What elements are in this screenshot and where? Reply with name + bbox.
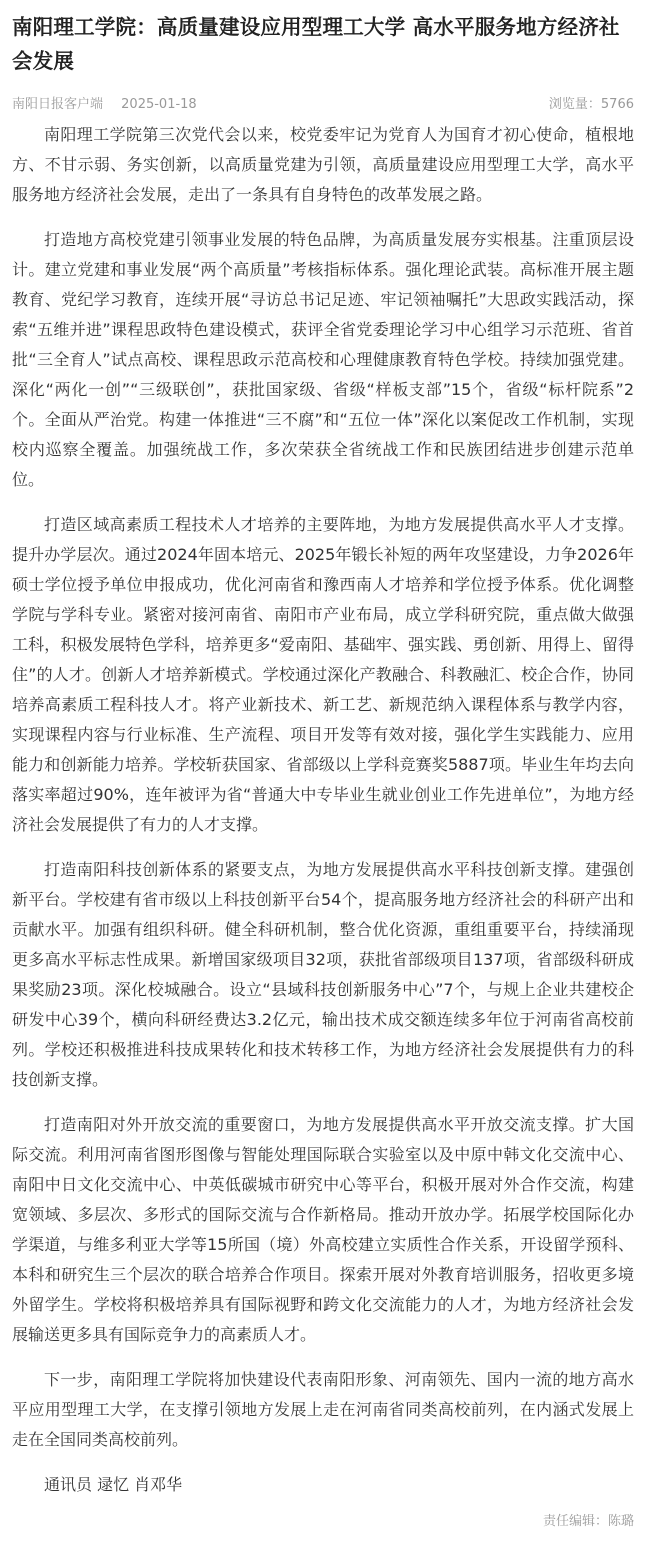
views-label: 浏览量： bbox=[548, 96, 601, 112]
paragraph-4: 打造南阳科技创新体系的紧要支点，为地方发展提供高水平科技创新支撑。建强创新平台。学校建有省市级以上科技创新平台54个，提高服务地方经济社会的科研产出和贡献水平。加强有组织科研。健全科研机制，整合优化资源，重组重要平台，持续涌现更多高水平标志性成果。新增国家级项目32项，获批省部级项目137项，省部级科研成果奖励23项。深化校城融合。设立“县域科技创新服务中心”7个，与规上企业共建校企研发中心39个，横向科研经费达3.2亿元，输出技术成交额连续多年位于河南省高校前列。学校还积极推进科技成果转化和技术转移工作，为地方经济社会发展提供有力的科技创新支撑。 bbox=[12, 860, 634, 1089]
view-count bbox=[549, 93, 634, 112]
meta-left bbox=[12, 93, 197, 112]
paragraph-2: 打造地方高校党建引领事业发展的特色品牌，为高质量发展夯实根基。注重顶层设计。建立党建和事业发展“两个高质量”考核指标体系。强化理论武装。高标准开展主题教育、党纪学习教育，连续开展“寻访总书记足迹、牢记领袖嘱托”大思政实践活动，探索“五维并进”课程思政特色建设模式，获评全省党委理论学习中心组学习示范班、省首批“三全育人”试点高校、课程思政示范高校和心理健康教育特色学校。持续加强党建。深化“两化一创”“三级联创”，获批国家级、省级“样板支部”15个，省级“标杆院系”2个。全面从严治党。构建一体推进“三不腐”和“五位一体”深化以案促改工作机制，实现校内巡察全覆盖。加强统战工作，多次荣获全省统战工作和民族团结进步创建示范单位。 bbox=[12, 230, 634, 489]
paragraph-6: 下一步，南阳理工学院将加快建设代表南阳形象、河南领先、国内一流的地方高水平应用型理工大学，在支撑引领地方发展上走在河南省同类高校前列，在内涵式发展上走在全国同类高校前列。 bbox=[12, 1370, 634, 1449]
responsible-editor: 责任编辑：陈璐 bbox=[542, 1514, 634, 1529]
article-meta bbox=[12, 92, 634, 112]
article-body bbox=[12, 120, 634, 1500]
source-label: 南阳日报客户端 bbox=[12, 96, 104, 112]
paragraph-5: 打造南阳对外开放交流的重要窗口，为地方发展提供高水平开放交流支撑。扩大国际交流。利用河南省图形图像与智能处理国际联合实验室以及中原中韩文化交流中心、南阳中日文化交流中心、中英低碳城市研究中心等平台，积极开展对外合作交流，构建宽领域、多层次、多形式的国际交流与合作新格局。推动开放办学。拓展学校国际化办学渠道，与维多利亚大学等15所国（境）外高校建立实质性合作关系，开设留学预科、本科和研究生三个层次的联合培养合作项目。探索开展对外教育培训服务，招收更多境外留学生。学校将积极培养具有国际视野和跨文化交流能力的人才，为地方经济社会发展输送更多具有国际竞争力的高素质人才。 bbox=[12, 1115, 634, 1344]
article-title: 南阳理工学院：高质量建设应用型理工大学 高水平服务地方经济社会发展 bbox=[12, 15, 620, 73]
paragraph-3: 打造区域高素质工程技术人才培养的主要阵地，为地方发展提供高水平人才支撑。提升办学层次。通过2024年固本培元、2025年锻长补短的两年攻坚建设，力争2026年硕士学位授予单位申报成功，优化河南省和豫西南人才培养和学位授予体系。优化调整学院与学科专业。紧密对接河南省、南阳市产业布局，成立学科研究院，重点做大做强工科，积极发展特色学科，培养更多“爱南阳、基础牢、强实践、勇创新、用得上、留得住”的人才。创新人才培养新模式。学校通过深化产教融合、科教融汇、校企合作，协同培养高素质工程科技人才。将产业新技术、新工艺、新规范纳入课程体系与教学内容，实现课程内容与行业标准、生产流程、项目开发等有效对接，强化学生实践能力、应用能力和创新能力培养。学校斩获国家、省部级以上学科竞赛奖5887项。毕业生年均去向落实率超过90%，连年被评为省“普通大中专毕业生就业创业工作先进单位”，为地方经济社会发展提供了有力的人才支撑。 bbox=[12, 515, 634, 834]
publish-date: 2025-01-18 bbox=[121, 96, 197, 112]
views-value: 5766 bbox=[600, 96, 634, 112]
byline: 通讯员 逯忆 肖邓华 bbox=[44, 1475, 183, 1494]
paragraph-1: 南阳理工学院第三次党代会以来，校党委牢记为党育人为国育才初心使命，植根地方、不甘示弱、务实创新，以高质量党建为引领，高质量建设应用型理工大学，高水平服务地方经济社会发展，走出了一条具有自身特色的改革发展之路。 bbox=[12, 125, 634, 204]
